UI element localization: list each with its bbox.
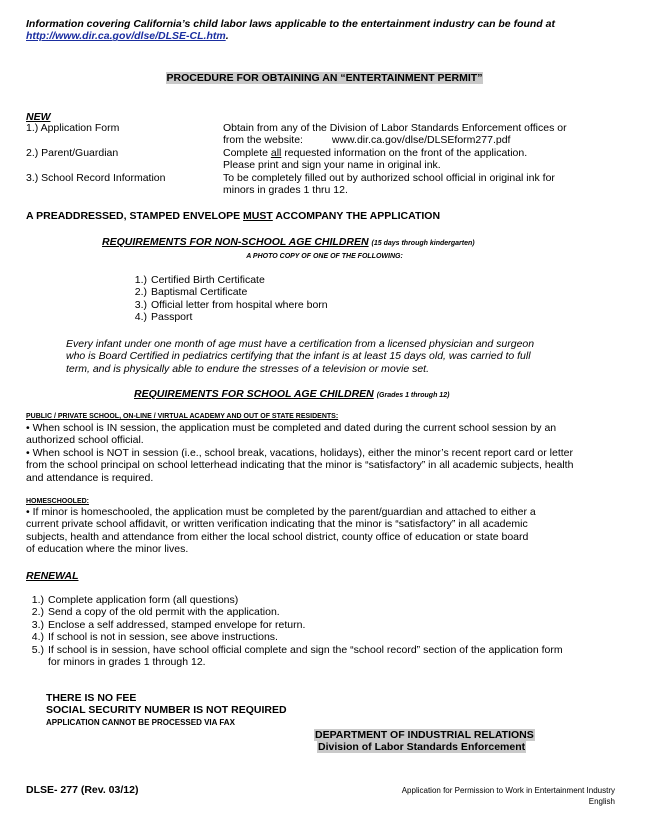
envelope-notice: A PREADDRESSED, STAMPED ENVELOPE MUST ACCOMPANY THE APPLICATION (26, 210, 441, 222)
new-item-desc-2: Complete all requested information on the front of the application. Please print and sign your name in original ink. (223, 147, 528, 172)
no-fee-notice: THERE IS NO FEE (46, 692, 137, 704)
list-item: 1.) Complete application form (all questions) (31, 594, 239, 606)
non-school-heading: REQUIREMENTS FOR NON-SCHOOL AGE CHILDREN (15 days through kindergarten) (102, 236, 475, 248)
renewal-title: RENEWAL (26, 570, 79, 582)
list-item: 5.) If school is in session, have school official complete and sign the “school record” section of the application form (31, 643, 563, 656)
public-school-heading: PUBLIC / PRIVATE SCHOOL, ON-LINE / VIRTUAL ACADEMY AND OUT OF STATE RESIDENTS: (26, 413, 339, 420)
department-name: DEPARTMENT OF INDUSTRIAL RELATIONS (315, 729, 534, 741)
new-section-title: NEW (26, 111, 51, 123)
school-age-heading: REQUIREMENTS FOR SCHOOL AGE CHILDREN (Grades 1 through 12) (134, 388, 450, 400)
intro-text: Information covering California’s child labor laws applicable to the entertainment industry can be found at http://www.dir.ca.gov/dlse/DLSE-CL.htm. (26, 18, 555, 43)
list-item: 3.) Official letter from hospital where born (134, 298, 328, 311)
footer-description: Application for Permission to Work in Entertainment Industry English (401, 786, 615, 806)
form-id: DLSE- 277 (Rev. 03/12) (26, 784, 139, 796)
page-title: PROCEDURE FOR OBTAINING AN “ENTERTAINMENT PERMIT” (166, 72, 483, 84)
notices (46, 692, 287, 729)
new-item-desc-3: To be completely filled out by authorized school official in original ink for minors in grades 1 thru 12. (223, 172, 555, 197)
ssn-notice: SOCIAL SECURITY NUMBER IS NOT REQUIRED (46, 704, 287, 717)
fax-notice: APPLICATION CANNOT BE PROCESSED VIA FAX (46, 717, 235, 727)
division-name: Division of Labor Standards Enforcement (318, 741, 526, 754)
public-school-text: • When school is IN session, the application must be completed and dated during the current school session by an authorized school official. • When school is NOT in session (i.e., school break, vacations, holidays), either the minor’s recent report card or letter from the school principal on school letterhead indicating that the minor is “satisfactory” in all academic subjects, health and attendance is required. (26, 422, 574, 484)
department-block (314, 729, 535, 754)
list-item: 2.) Baptismal Certificate (134, 286, 248, 299)
list-item: 2.) Send a copy of the old permit with the application. (31, 606, 280, 619)
new-item-label-2: 2.) Parent/Guardian (26, 147, 119, 159)
non-school-subtitle: A PHOTO COPY OF ONE OF THE FOLLOWING: (246, 253, 403, 260)
new-item-label-3: 3.) School Record Information (26, 172, 166, 184)
list-item: for minors in grades 1 through 12. (48, 656, 206, 669)
non-school-list (129, 274, 328, 324)
new-item-label-1: 1.) Application Form (26, 122, 120, 134)
list-item: 3.) Enclose a self addressed, stamped envelope for return. (31, 618, 306, 631)
list-item: 1.) Certified Birth Certificate (134, 274, 265, 286)
homeschooled-text: • If minor is homeschooled, the application must be completed by the parent/guardian and attached to either a current private school affidavit, or written verification indicating that the minor is “satisfactory” in all academic subjects, health and attendance from either the local school district, county office of education or state board of education where the minor lives. (26, 506, 536, 556)
renewal-list (26, 594, 636, 668)
infant-note: Every infant under one month of age must have a certification from a licensed physician and surgeon who is Board Certified in pediatrics certifying that the infant is at least 15 days old, was carried to full term, and is physically able to endure the stresses of a television or movie set. (66, 338, 535, 375)
homeschooled-heading: HOMESCHOOLED: (26, 498, 89, 505)
list-item: 4.) Passport (134, 311, 193, 324)
new-item-desc-1: Obtain from any of the Division of Labor Standards Enforcement offices or from the website: www.dir.ca.gov/dlse/DLSEform277.pdf (223, 122, 567, 147)
list-item: 4.) If school is not in session, see above instructions. (31, 631, 278, 644)
child-labor-laws-link[interactable]: http://www.dir.ca.gov/dlse/DLSE-CL.htm (26, 30, 226, 43)
